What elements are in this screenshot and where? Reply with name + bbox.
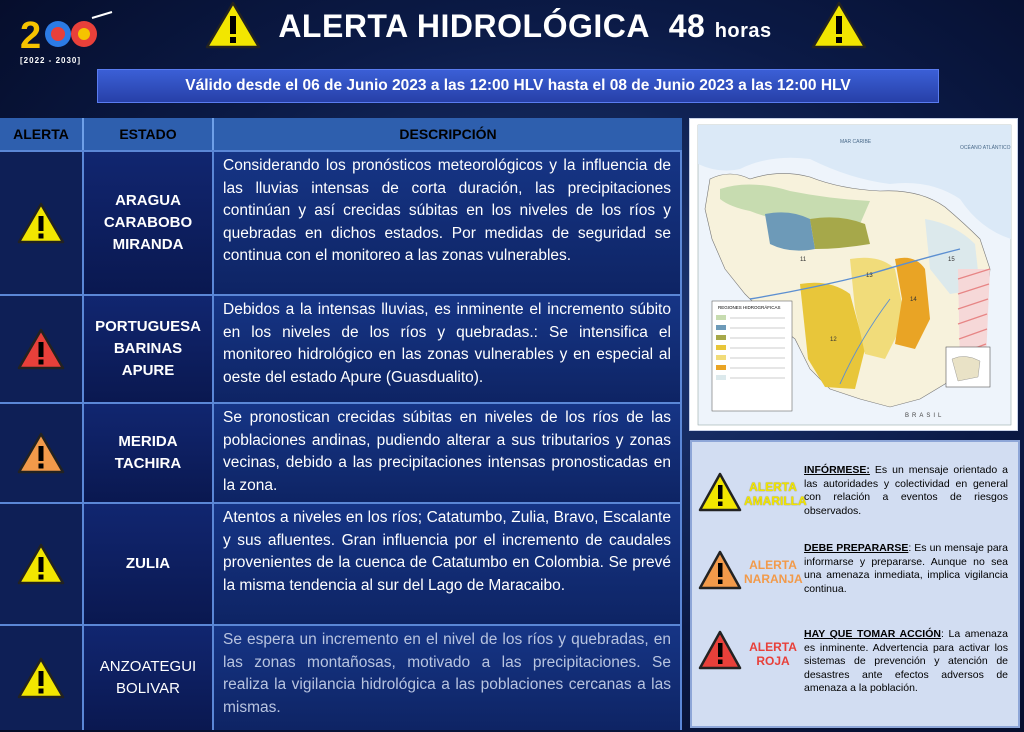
- legend-word: ALERTA ROJA: [749, 640, 797, 668]
- map-region-label: 14: [910, 297, 917, 303]
- page-title: [270, 8, 780, 45]
- map-country-label: BRASIL: [905, 413, 945, 419]
- alert-icon-cell: [0, 152, 84, 294]
- logo-graphic: [20, 10, 115, 56]
- table-row: [0, 402, 682, 502]
- legend-title: HAY QUE TOMAR ACCIÓN: [804, 628, 941, 640]
- map-sea-label: MAR CARIBE: [840, 139, 872, 145]
- legend-item-yellow: [698, 464, 1016, 524]
- states-cell: ARAGUA CARABOBO MIRANDA: [84, 152, 214, 294]
- warning-yellow-icon: [16, 542, 66, 586]
- legend-body: : Es un mensaje para informarse y prepararse. Aunque no sea una amenaza inmediata, implica vigilancia continua.: [804, 542, 1008, 595]
- warning-icon: [204, 0, 262, 50]
- description-cell: Se pronostican crecidas súbitas en niveles de los ríos de las poblaciones andinas, pudiendo alterar a sus tributarios y zonas vecinas, debido a las precipitaciones intensas pronosticadas en la zona.: [214, 404, 682, 502]
- warning-orange-icon: [16, 431, 66, 475]
- header-descripcion: DESCRIPCIÓN: [399, 126, 497, 142]
- legend-text: [804, 542, 1008, 596]
- alert-icon-cell: [0, 504, 84, 624]
- map-region-label: 12: [830, 337, 837, 343]
- map-legend-title: REGIONES HIDROGRÁFICAS: [718, 305, 781, 310]
- map-region-label: 13: [866, 273, 873, 279]
- states-cell: PORTUGUESA BARINAS APURE: [84, 296, 214, 402]
- svg-text:2: 2: [20, 15, 42, 56]
- warning-yellow-icon: [698, 472, 742, 512]
- legend-title: DEBE PREPARARSE: [804, 542, 909, 554]
- legend-text: [804, 628, 1008, 696]
- warning-orange-icon: [698, 550, 742, 590]
- description-cell: Debidos a la intensas lluvias, es inminente el incremento súbito en los niveles de los ríos y quebradas.: Se intensifica el monitoreo hidrológico en las zonas vulnerables y en especial al oeste del estado Apure (Guasdualito).: [214, 296, 682, 402]
- logo: [20, 10, 115, 68]
- table-row: [0, 294, 682, 402]
- warning-yellow-icon: [16, 201, 66, 245]
- warning-yellow-icon: [16, 656, 66, 700]
- legend-item-red: [698, 628, 1016, 718]
- validity-banner: Válido desde el 06 de Junio 2023 a las 12:00 HLV hasta el 08 de Junio 2023 a las 12:00 HLV: [97, 69, 939, 103]
- warning-icon: [810, 0, 868, 50]
- warning-red-icon: [16, 327, 66, 371]
- legend-word: ALERTA NARANJA: [744, 558, 803, 586]
- alert-table: [0, 118, 682, 730]
- warning-red-icon: [698, 630, 742, 670]
- states-cell: MERIDA TACHIRA: [84, 404, 214, 502]
- header-alerta: ALERTA: [0, 118, 84, 150]
- table-row: [0, 150, 682, 294]
- legend-body: Es un mensaje orientado a las autoridades y colectividad en general con relación a eventos de riesgos observados.: [804, 464, 1008, 517]
- legend-body: : La amenaza es inminente. Advertencia para activar los sistemas de prevención y atención de desastres ante efectos adversos de amenaza a la población.: [804, 628, 1008, 694]
- title-main: ALERTA HIDROLÓGICA: [278, 8, 650, 44]
- legend-title: INFÓRMESE:: [804, 464, 870, 476]
- legend-word: ALERTA AMARILLA: [744, 480, 807, 508]
- alert-icon-cell: [0, 626, 84, 730]
- hydrographic-map: [689, 118, 1018, 431]
- logo-subtitle: [2022 - 2030]: [20, 56, 82, 65]
- description-cell: Se espera un incremento en el nivel de los ríos y quebradas, en las zonas montañosas, motivado a las precipitaciones. Se realiza la vigilancia hidrológica a las poblaciones cercanas a las mismas.: [214, 626, 682, 730]
- table-row: [0, 502, 682, 624]
- map-region-label: 11: [800, 257, 807, 263]
- map-ocean-label: OCÉANO ATLÁNTICO: [960, 145, 1011, 151]
- alert-icon-cell: [0, 404, 84, 502]
- table-header: [0, 118, 682, 150]
- title-hours-unit: horas: [714, 20, 772, 42]
- header-estado: ESTADO: [84, 118, 214, 150]
- states-cell: ANZOATEGUI BOLIVAR: [84, 626, 214, 730]
- description-cell: Atentos a niveles en los ríos; Catatumbo, Zulia, Bravo, Escalante y sus afluentes. Gran influencia por el incremento de caudales provenientes de la cuenca de Catatumbo en Colombia. Se prevé la misma tendencia al sur del Lago de Maracaibo.: [214, 504, 682, 624]
- title-hours-number: 48: [668, 8, 706, 44]
- alert-icon-cell: [0, 296, 84, 402]
- legend-item-orange: [698, 542, 1016, 612]
- alert-legend: [690, 440, 1020, 728]
- table-row: [0, 624, 682, 730]
- map-graphic: [690, 119, 1018, 431]
- legend-text: [804, 464, 1008, 518]
- states-cell: ZULIA: [84, 504, 214, 624]
- map-region-label: 15: [948, 257, 955, 263]
- description-cell: Considerando los pronósticos meteorológicos y la influencia de las lluvias intensas de corta duración, las precipitaciones continúan y así crecidas súbitas en los niveles de los ríos y quebradas en dichos estados. Por medidas de seguridad se continua con el monitoreo a las zonas vulnerables.: [214, 152, 682, 294]
